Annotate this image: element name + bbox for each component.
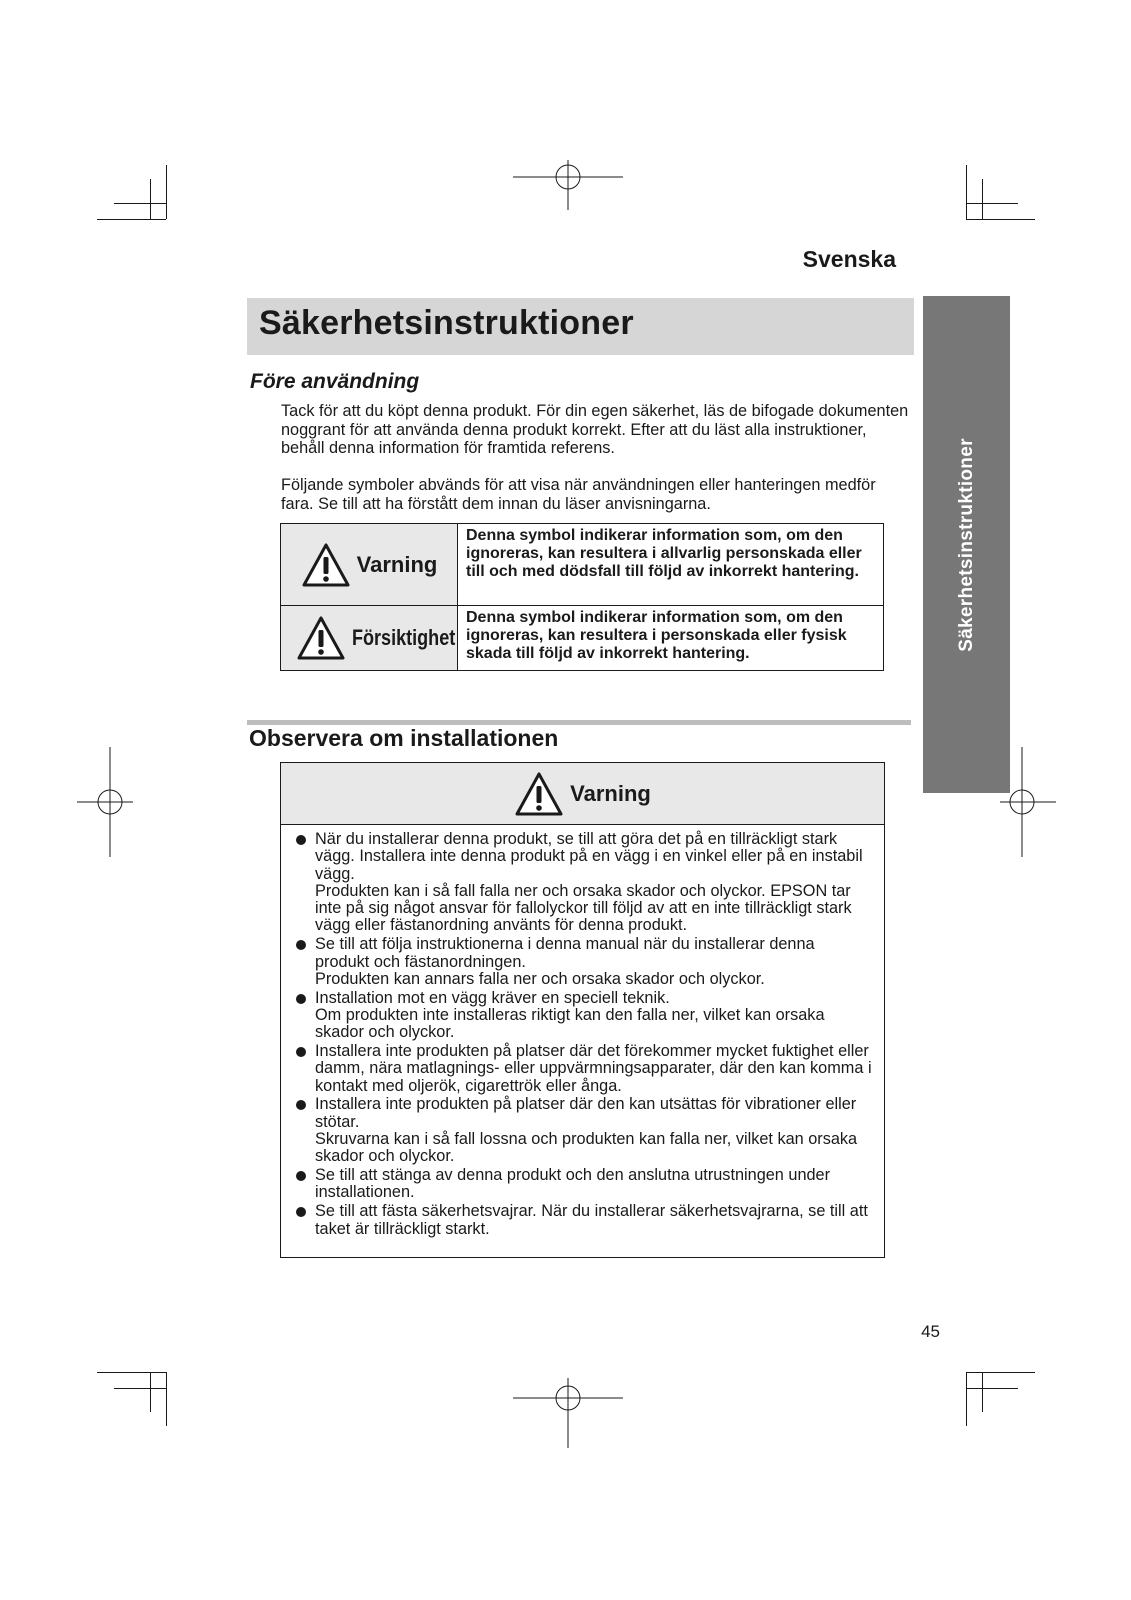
crop-mark xyxy=(114,1388,166,1389)
list-item: Se till att fästa säkerhetsvajrar. När du installerar säkerhetsvajrarna, se till att taket är tillräckligt starkt. xyxy=(293,1203,873,1238)
bullet-icon xyxy=(296,940,306,950)
intro-paragraph: Följande symboler abvänds för att visa när användningen eller hanteringen medför fara. Se till att ha förstått dem innan du läser anvisningarna. xyxy=(281,476,876,513)
symbol-description: Denna symbol indikerar information som, om den ignoreras, kan resultera i allvarlig personskada eller till och med dödsfall till följd av inkorrekt hantering. xyxy=(458,524,884,606)
page-number: 45 xyxy=(921,1322,940,1341)
crop-mark xyxy=(97,1372,166,1373)
bullet-icon xyxy=(296,1207,306,1217)
crop-mark xyxy=(966,1388,1018,1389)
section-heading-installation: Observera om installationen xyxy=(249,725,559,751)
registration-mark-left xyxy=(77,747,133,857)
registration-mark-bottom xyxy=(513,1378,623,1448)
symbol-label-cell xyxy=(281,524,458,606)
symbol-label-caution: Försiktighet xyxy=(352,625,456,650)
symbol-row-warning xyxy=(281,524,884,606)
symbol-label-cell xyxy=(281,606,458,671)
intro-text xyxy=(281,402,911,513)
crop-mark xyxy=(150,179,151,219)
warning-header xyxy=(281,763,884,825)
crop-mark xyxy=(97,219,166,220)
side-tab xyxy=(923,296,1010,793)
list-item: Installera inte produkten på platser där den kan utsättas för vibrationer eller stötar. Skruvarna kan i så fall lossna och produkten kan falla ner, vilket kan orsaka skador och olyckor. xyxy=(293,1096,873,1165)
crop-mark xyxy=(966,1372,1035,1373)
warning-triangle-icon xyxy=(301,542,351,588)
list-item: Se till att stänga av denna produkt och den anslutna utrustningen under installationen. xyxy=(293,1167,873,1202)
list-item: Installation mot en vägg kräver en speciell teknik. Om produkten inte installeras riktigt kan den falla ner, vilket kan orsaka skador och olyckor. xyxy=(293,990,873,1042)
page-title: Säkerhetsinstruktioner xyxy=(259,304,634,342)
bullet-icon xyxy=(296,1171,306,1181)
list-item: Installera inte produkten på platser där det förekommer mycket fuktighet eller damm, nära matlagnings- eller uppvärmningsapparater, där den kan komma i kontakt med oljerök, cigarettrök eller ånga. xyxy=(293,1043,873,1095)
list-item: När du installerar denna produkt, se till att göra det på en tillräckligt stark vägg. Installera inte denna produkt på en vägg i en vinkel eller på en instabil vägg. Produkten kan i så fall falla ner och orsaka skador och olyckor. EPSON tar inte på sig något ansvar för fallolyckor till följd av att en inte tillräckligt stark vägg eller fästanordning använts för denna produkt. xyxy=(293,831,873,935)
crop-mark xyxy=(114,203,166,204)
crop-mark xyxy=(966,1372,967,1426)
language-label: Svenska xyxy=(802,246,896,272)
warning-label: Varning xyxy=(570,780,651,806)
symbol-row-caution xyxy=(281,606,884,671)
symbol-description: Denna symbol indikerar information som, om den ignoreras, kan resultera i personskada eller fysisk skada till följd av inkorrekt hantering. xyxy=(458,606,884,671)
bullet-icon xyxy=(296,835,306,845)
crop-mark xyxy=(982,1372,983,1412)
crop-mark xyxy=(982,179,983,219)
crop-mark xyxy=(166,1372,167,1426)
bullet-icon xyxy=(296,1100,306,1110)
bullet-icon xyxy=(296,1047,306,1057)
list-item: Se till att följa instruktionerna i denna manual när du installerar denna produkt och fästanordningen. Produkten kan annars falla ner och orsaka skador och olyckor. xyxy=(293,936,873,988)
warning-triangle-icon xyxy=(296,615,346,661)
installation-warning-box xyxy=(280,762,885,1258)
symbol-label-warning: Varning xyxy=(356,551,438,577)
symbol-table xyxy=(280,523,884,671)
warning-triangle-icon xyxy=(514,771,564,817)
intro-paragraph: Tack för att du köpt denna produkt. För din egen säkerhet, läs de bifogade dokumenten noggrant för att använda denna produkt korrekt. Efter att du läst alla instruktioner, behåll denna information för framtida referens. xyxy=(281,402,909,457)
page-title-bar xyxy=(247,298,914,355)
crop-mark xyxy=(166,165,167,219)
crop-mark xyxy=(150,1372,151,1412)
crop-mark xyxy=(966,219,1035,220)
warning-list xyxy=(293,831,873,1239)
bullet-icon xyxy=(296,994,306,1004)
crop-mark xyxy=(966,165,967,219)
crop-mark xyxy=(966,203,1018,204)
section-heading-before-use: Före användning xyxy=(250,370,420,393)
registration-mark-top xyxy=(513,160,623,210)
side-tab-label: Säkerhetsinstruktioner xyxy=(955,437,977,652)
